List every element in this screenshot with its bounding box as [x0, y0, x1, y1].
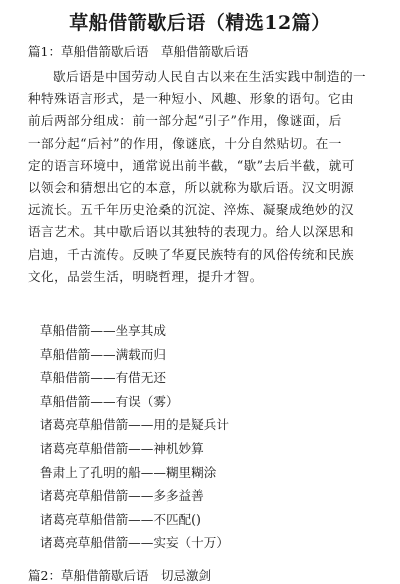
paragraph-line: 歇后语是中国劳动人民自古以来在生活实践中制造的一	[53, 69, 367, 84]
list-item: 诸葛亮草船借箭——神机妙算	[40, 440, 204, 456]
intro-paragraph	[28, 66, 374, 288]
paragraph-line: 文化，品尝生活，明晓哲理，提升才智。	[28, 268, 263, 284]
list-item: 草船借箭——有借无还	[40, 370, 166, 386]
sayings-list	[40, 319, 229, 555]
paragraph-line: 以领会和猜想出它的本意，所以就称为歇后语。汉文明源	[28, 180, 355, 196]
list-item: 诸葛亮草船借箭——不匹配()	[40, 511, 201, 527]
paragraph-line: 启迪，千古流传。反映了华夏民族特有的风俗传统和民族	[28, 246, 355, 262]
list-item: 诸葛亮草船借箭——用的是疑兵计	[40, 417, 229, 433]
list-item: 草船借箭——坐享其成	[40, 323, 166, 338]
paragraph-line: 远流长。五千年历史沧桑的沉淀、淬炼、凝聚成绝妙的汉	[28, 202, 355, 218]
paragraph-line: 种特殊语言形式，是一种短小、风趣、形象的语句。它由	[28, 91, 355, 107]
paragraph-line: 语言艺术。其中歇后语以其独特的表现力。给人以深思和	[28, 224, 355, 240]
section-heading: 篇1：草船借箭歇后语 草船借箭歇后语	[28, 44, 249, 59]
list-item: 诸葛亮草船借箭——实妄（十万）	[40, 535, 229, 551]
list-item: 草船借箭——有误（雾）	[40, 393, 179, 409]
list-item: 诸葛亮草船借箭——多多益善	[40, 488, 204, 504]
paragraph-line: 定的语言环境中，通常说出前半截，“歇”去后半截，就可	[28, 157, 355, 173]
document-title: 草船借箭歇后语（精选12篇）	[69, 12, 331, 34]
next-section-heading: 篇2：草船借箭歇后语 切忌激剑	[28, 568, 211, 583]
list-item: 鲁肃上了孔明的船——糊里糊涂	[40, 464, 217, 480]
paragraph-line: 前后两部分组成：前一部分起“引子”作用，像谜面，后	[28, 113, 342, 129]
list-item: 草船借箭——满载而归	[40, 346, 166, 362]
paragraph-line: 一部分起“后衬”的作用，像谜底，十分自然贴切。在一	[28, 135, 342, 151]
